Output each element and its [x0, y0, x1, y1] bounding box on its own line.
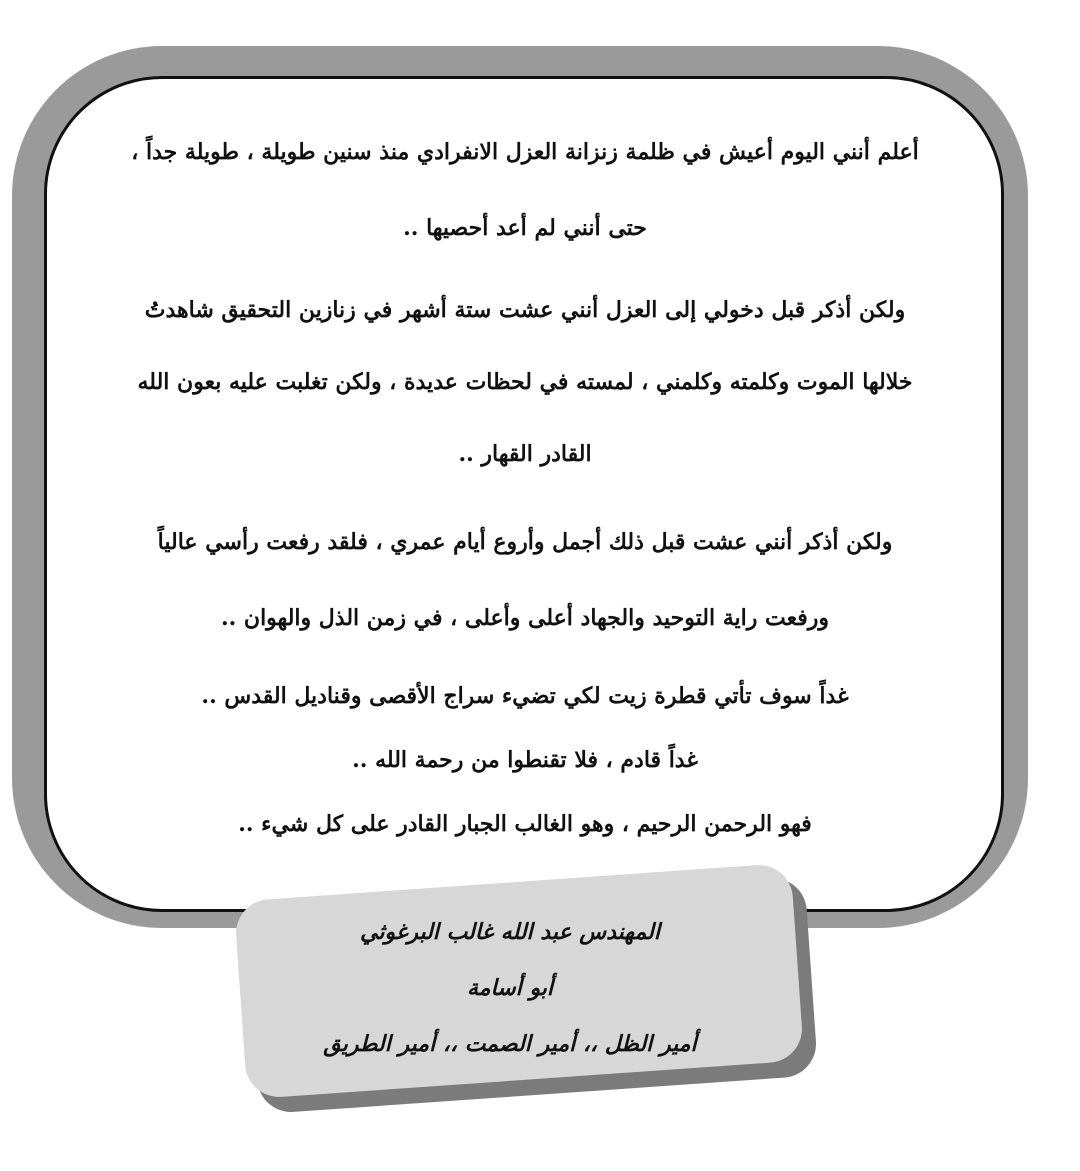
- paragraph-4: [70, 664, 980, 856]
- text-line: القادر القهار ..: [458, 441, 592, 467]
- text-line: ولكن أذكر قبل دخولي إلى العزل أنني عشت ستة أشهر في زنازين التحقيق شاهدتُ: [144, 297, 906, 323]
- author-name: المهندس عبد الله غالب البرغوثي: [360, 920, 660, 945]
- text-line: فهو الرحمن الرحيم ، وهو الغالب الجبار القادر على كل شيء ..: [238, 811, 812, 837]
- signature-block: [250, 905, 770, 1073]
- author-titles: أمير الظل ،، أمير الصمت ،، أمير الطريق: [323, 1032, 697, 1057]
- text-line: أعلم أنني اليوم أعيش في ظلمة زنزانة العزل الانفرادي منذ سنين طويلة ، طويلة جداً ،: [131, 139, 919, 165]
- letter-body: [70, 100, 980, 856]
- text-line: ولكن أذكر أنني عشت قبل ذلك أجمل وأروع أيام عمري ، فلقد رفعت رأسي عالياً: [157, 529, 893, 555]
- paragraph-3: [70, 504, 980, 656]
- text-line: حتى أنني لم أعد أحصيها ..: [403, 215, 647, 241]
- paragraph-1: [70, 114, 980, 266]
- text-line: غداً قادم ، فلا تقنطوا من رحمة الله ..: [352, 747, 698, 773]
- paragraph-2: [70, 274, 980, 490]
- text-line: خلالها الموت وكلمته وكلمني ، لمسته في لحظات عديدة ، ولكن تغلبت عليه بعون الله: [137, 369, 913, 395]
- text-line: ورفعت راية التوحيد والجهاد أعلى وأعلى ، في زمن الذل والهوان ..: [220, 605, 830, 631]
- author-kunya: أبو أسامة: [466, 976, 554, 1001]
- text-line: غداً سوف تأتي قطرة زيت لكي تضيء سراج الأقصى وقناديل القدس ..: [201, 683, 849, 709]
